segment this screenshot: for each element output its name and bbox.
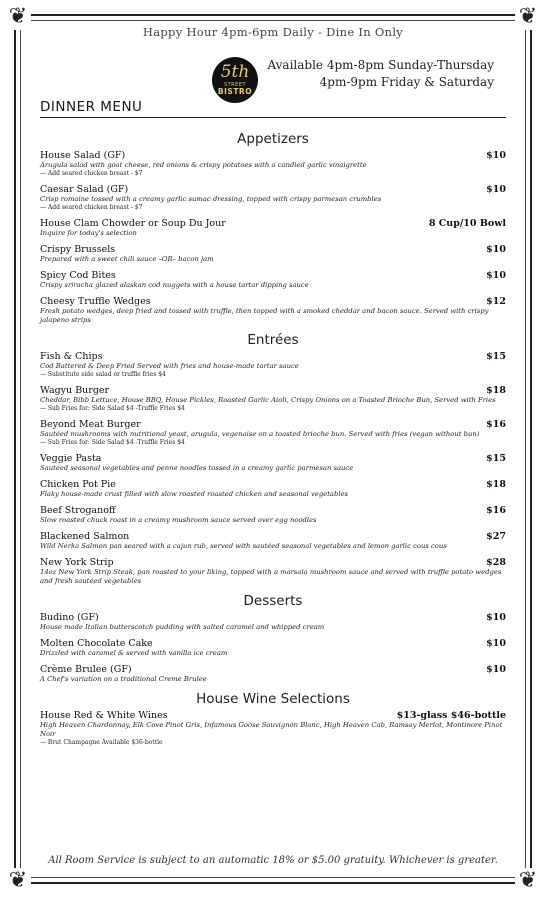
menu-item [40,557,506,586]
menu-item-description: Crisp romaine tossed with a creamy garlic sumac dressing, topped with crispy parmesan crumbles [40,195,382,203]
menu-item-row [40,612,506,623]
title-divider [40,117,506,118]
menu-item-addon-note: — Add seared chicken breast - $7 [40,204,143,211]
menu-item-name: Crème Brulee (GF) [40,664,132,675]
menu-item-price: $10 [486,184,506,195]
section-spacer [40,586,506,593]
menu-item [40,638,506,658]
menu-item [40,479,506,499]
bistro-logo [212,57,258,103]
menu-item-description: Arugula salad with goat cheese, red onions & crispy potatoes with a candied garlic vinaigrette [40,161,367,169]
menu-item-name: House Red & White Wines [40,710,168,721]
menu-item [40,664,506,684]
menu-item-name: Blackened Salmon [40,531,130,542]
menu-item [40,150,506,178]
menu-section [40,593,506,684]
menu-item-name: Beyond Meat Burger [40,419,141,430]
menu-item [40,612,506,632]
menu-item-description: Wild Nerka Salmon pan seared with a cajun rub, served with sautéed seasonal vegetables and lemon garlic cous cous [40,542,447,550]
page-title: DINNER MENU [40,99,143,115]
menu-item-description: 14oz New York Strip Steak, pan roasted to your liking, topped with a marsala mushroom sauce and served with truffle potato wedges and fresh sautéed vegetables [40,568,502,585]
menu-item-name: Chicken Pot Pie [40,479,116,490]
menu-item-price: $10 [486,638,506,649]
menu-item-description: Inquire for today's selection [40,229,137,237]
menu-item-name: House Salad (GF) [40,150,126,161]
menu-item-row [40,419,506,430]
corner-ornament-icon: ❦ [5,868,31,894]
menu-item-description: Prepared with a sweet chili sauce –OR– bacon jam [40,255,214,263]
section-title: Desserts [243,593,303,609]
menu-item-row [40,385,506,396]
menu-item-name: Crispy Brussels [40,244,116,255]
gratuity-footer: All Room Service is subject to an automatic 18% or $5.00 gratuity. Whichever is greater. [48,855,498,866]
menu-item-price: $28 [486,557,506,568]
menu-item-price: $12 [486,296,506,307]
menu-item-name: Wagyu Burger [40,385,110,396]
menu-item-row [40,557,506,568]
menu-item-description: A Chef's variation on a traditional Creme Brulee [40,675,207,683]
menu-item-price: $16 [486,505,506,516]
menu-item [40,270,506,290]
menu-item-price: 8 Cup/10 Bowl [428,218,506,229]
menu-item-price: $10 [486,150,506,161]
menu-item-price: $18 [486,385,506,396]
section-spacer [40,684,506,691]
corner-ornament-icon: ❦ [515,868,541,894]
menu-section [40,131,506,325]
menu-item-price: $15 [486,351,506,362]
section-title: Appetizers [237,131,309,147]
menu-item-row [40,479,506,490]
menu-item-price: $10 [486,664,506,675]
logo-bistro: BISTRO [217,87,253,96]
menu-item-name: Caesar Salad (GF) [40,184,129,195]
menu-item-name: Spicy Cod Bites [40,270,116,281]
corner-ornament-icon: ❦ [515,4,541,30]
availability-weekend: 4pm-9pm Friday & Saturday [319,75,494,89]
availability-weekday: Available 4pm-8pm Sunday-Thursday [267,58,494,72]
menu-item-addon-note: — Brut Champagne Available $36-bottle [40,739,163,746]
menu-item [40,385,506,413]
menu-item-description: House made Italian butterscotch pudding with salted caramel and whipped cream [40,623,325,631]
logo-number: 5th [220,62,250,82]
menu-item [40,505,506,525]
menu-item [40,531,506,551]
menu-item-price: $18 [486,479,506,490]
menu-item-row [40,664,506,675]
menu-section [40,691,506,747]
menu-item-row [40,710,506,721]
menu-item-description: Drizzled with caramel & served with vanilla ice cream [40,649,228,657]
menu-item [40,296,506,325]
menu-item-addon-note: — Substitute side salad or truffle fries $4 [40,371,166,378]
menu-item-description: Sautéed seasonal vegetables and penne noodles tossed in a creamy garlic parmesan sauce [40,464,354,472]
menu-item-description: High Heaven Chardonnay, Elk Cove Pinot Gris, Infamous Goose Sauvignon Blanc, High Heaven Cab, Ramsay Merlot, Montinore Pinot Noir [40,721,503,738]
menu-item-description: Crispy sriracha glazed alaskan cod nuggets with a house tartar dipping sauce [40,281,309,289]
menu-item-price: $13-glass $46-bottle [396,710,506,721]
menu-item-name: Veggie Pasta [40,453,102,464]
happy-hour-banner: Happy Hour 4pm-6pm Daily - Dine In Only [142,25,404,39]
section-title: House Wine Selections [196,691,350,707]
menu-item-price: $10 [486,244,506,255]
menu-item-price: $10 [486,270,506,281]
menu-item-description: Cheddar, Bibb Lettuce, House BBQ, House Pickles, Roasted Garlic Aioli, Crispy Onions on a Toasted Brioche Bun, Served with Fries [40,396,496,404]
section-spacer [40,325,506,332]
menu-item-row [40,531,506,542]
menu-item-addon-note: — Sub Fries for: Side Salad $4 -Truffle Fries $4 [40,405,185,412]
menu-item-price: $16 [486,419,506,430]
menu-item [40,453,506,473]
menu-item [40,710,506,747]
menu-item-name: Fish & Chips [40,351,103,362]
menu-item [40,244,506,264]
menu-section [40,332,506,586]
menu-item [40,419,506,447]
availability-hours [267,57,494,91]
menu-item-row [40,184,506,195]
menu-item-name: House Clam Chowder or Soup Du Jour [40,218,226,229]
menu-item-name: Molten Chocolate Cake [40,638,153,649]
menu-item [40,351,506,379]
corner-ornament-icon: ❦ [5,4,31,30]
menu-item-row [40,270,506,281]
section-title: Entrées [247,332,299,348]
menu-item-description: Slow roasted chuck roast in a creamy mushroom sauce served over egg noodles [40,516,317,524]
menu-item-name: New York Strip [40,557,114,568]
menu-item-name: Budino (GF) [40,612,99,623]
menu-item-addon-note: — Add seared chicken breast - $7 [40,170,143,177]
menu-item-row [40,244,506,255]
menu-item-description: Sautéed mushrooms with nutritional yeast, arugula, vegenaise on a toasted brioche bun. Served with fries (vegan without bun) [40,430,480,438]
menu-item-row [40,505,506,516]
menu-item-name: Beef Stroganoff [40,505,116,516]
menu-item-row [40,218,506,229]
menu-item-row [40,351,506,362]
menu-item-row [40,150,506,161]
menu-item [40,184,506,212]
menu-item-price: $27 [486,531,506,542]
menu-item-price: $15 [486,453,506,464]
menu-item-row [40,453,506,464]
menu-item-row [40,638,506,649]
menu-content [40,131,506,747]
menu-item-description: Flaky house-made crust filled with slow roasted roasted chicken and seasonal vegetables [40,490,349,498]
menu-item-description: Cod Battered & Deep Fried Served with fries and house-made tartar sauce [40,362,299,370]
logo-street: STREET [223,82,247,88]
menu-item-name: Cheesy Truffle Wedges [40,296,151,307]
menu-item [40,218,506,238]
menu-item-addon-note: — Sub Fries for: Side Salad $4 -Truffle Fries $4 [40,439,185,446]
menu-item-price: $10 [486,612,506,623]
menu-item-description: Fresh potato wedges, deep fried and tossed with truffle, then topped with a smoked cheddar and bacon sauce. Served with crispy jalapeno strips [40,307,489,324]
menu-item-row [40,296,506,307]
